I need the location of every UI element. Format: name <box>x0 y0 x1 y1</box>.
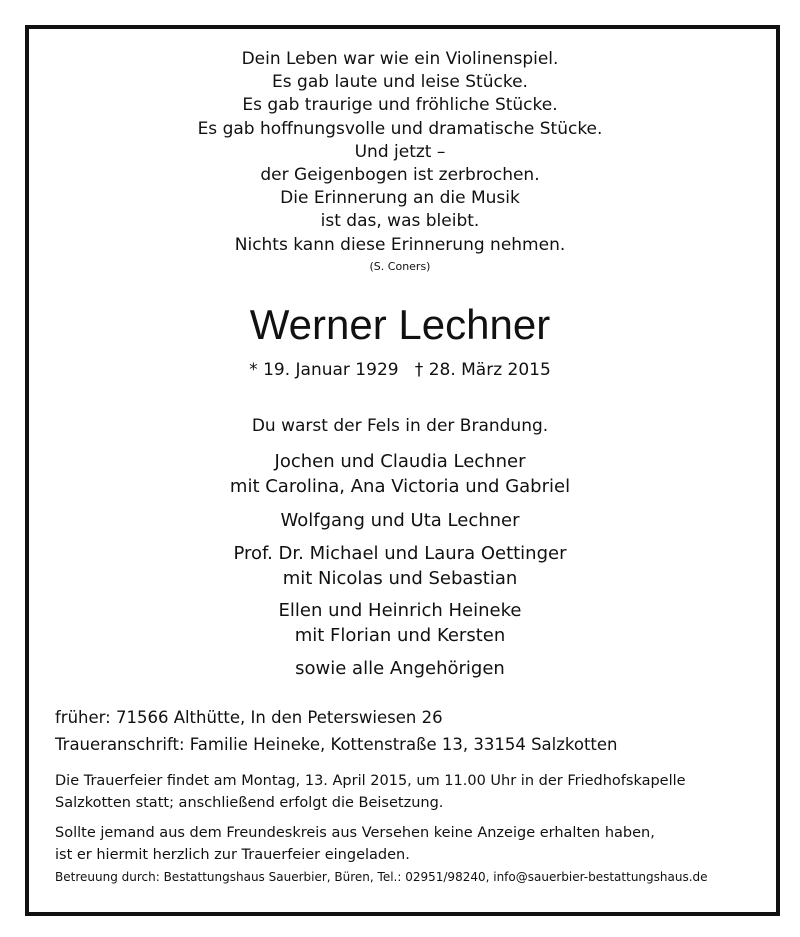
funeral-home-footer: Betreuung durch: Bestattungshaus Sauerbier, Büren, Tel.: 02951/98240, info@sauerbier-bestattungshaus.de <box>55 870 708 884</box>
poem-line: ist das, was bleibt. <box>320 211 480 232</box>
family-line: Jochen und Claudia Lechner <box>274 451 526 472</box>
family-line: Ellen und Heinrich Heineke <box>278 600 522 621</box>
poem-line: Und jetzt – <box>354 141 446 162</box>
ceremony-line: Die Trauerfeier findet am Montag, 13. April 2015, um 11.00 Uhr in der Friedhofskapelle <box>55 773 686 789</box>
ceremony-line: Salzkotten statt; anschließend erfolgt die Beisetzung. <box>55 795 444 811</box>
invitation-line: Sollte jemand aus dem Freundeskreis aus Versehen keine Anzeige erhalten haben, <box>55 825 655 841</box>
poem-line: der Geigenbogen ist zerbrochen. <box>260 165 540 186</box>
poem-line: Es gab laute und leise Stücke. <box>272 72 528 93</box>
poem <box>0 48 800 257</box>
former-address: früher: 71566 Althütte, In den Peterswiesen 26 <box>55 708 443 727</box>
family-line: sowie alle Angehörigen <box>295 658 505 679</box>
poem-line: Es gab traurige und fröhliche Stücke. <box>242 95 558 116</box>
family-line: mit Nicolas und Sebastian <box>282 568 518 589</box>
family-line: mit Carolina, Ana Victoria und Gabriel <box>229 476 571 497</box>
invitation-line: ist er hiermit herzlich zur Trauerfeier eingeladen. <box>55 847 410 863</box>
poem-author: (S. Coners) <box>369 260 431 273</box>
dedication: Du warst der Fels in der Brandung. <box>251 416 549 436</box>
deceased-name: Werner Lechner <box>249 301 551 348</box>
birth-date: * 19. Januar 1929 <box>249 360 399 380</box>
family-line: mit Florian und Kersten <box>294 625 506 646</box>
poem-line: Es gab hoffnungsvolle und dramatische Stücke. <box>197 118 603 139</box>
death-date: † 28. März 2015 <box>414 360 551 380</box>
family-line: Wolfgang und Uta Lechner <box>280 510 520 531</box>
poem-line: Die Erinnerung an die Musik <box>280 188 520 209</box>
mourning-address: Traueranschrift: Familie Heineke, Kottenstraße 13, 33154 Salzkotten <box>55 735 618 754</box>
life-dates <box>0 360 800 380</box>
family-line: Prof. Dr. Michael und Laura Oettinger <box>233 543 567 564</box>
poem-line: Nichts kann diese Erinnerung nehmen. <box>234 234 566 255</box>
poem-line: Dein Leben war wie ein Violinenspiel. <box>241 49 559 69</box>
